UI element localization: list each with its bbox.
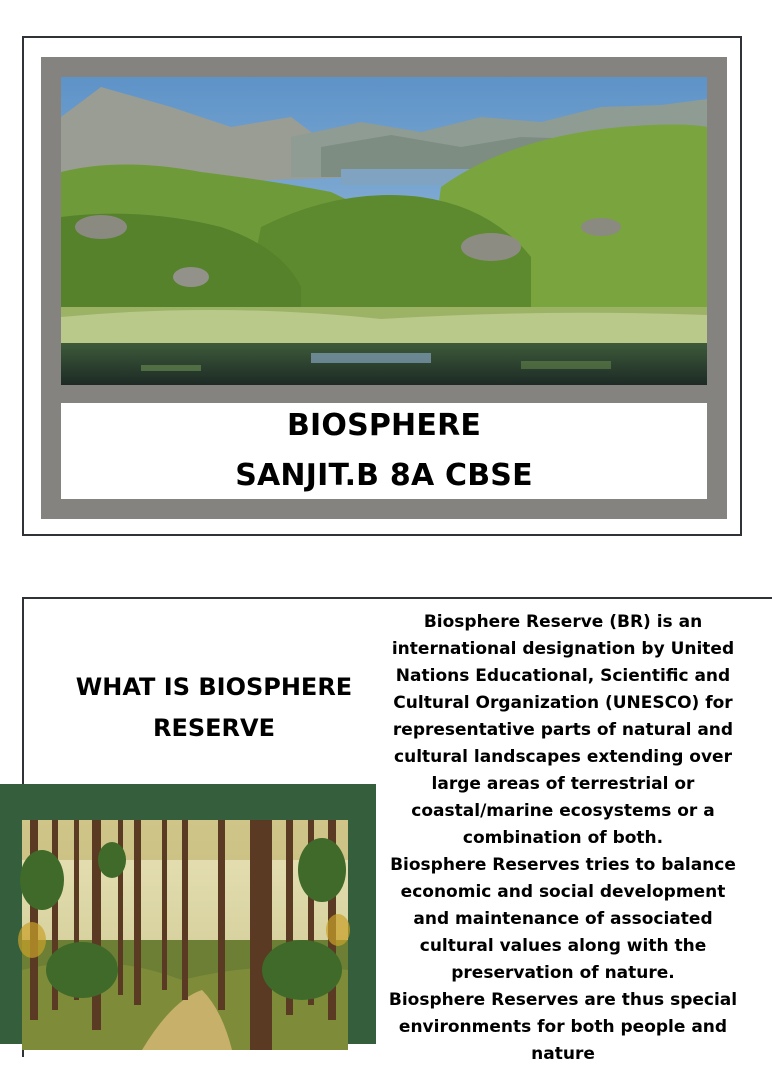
body-paragraph: Biosphere Reserves are thus special environments for both people and nature (388, 990, 738, 1064)
cover-title-box (61, 403, 707, 499)
section-body (380, 609, 746, 1068)
body-paragraph: Biosphere Reserve (BR) is an international designation by United Nations Educational, Scientific and Cultural Organization (UNESCO) for representative parts of natural and cultural landscapes extending over large areas of terrestrial or coastal/marine ecosystems or a combination of both. (391, 612, 735, 848)
cover-subtitle: SANJIT.B 8A CBSE (235, 458, 533, 493)
cover-slide (22, 36, 742, 536)
cover-frame (41, 57, 727, 519)
section-heading: WHAT IS BIOSPHERE RESERVE (75, 673, 353, 742)
cover-title: BIOSPHERE (286, 408, 482, 443)
landscape-illustration (61, 77, 707, 385)
forest-photo (22, 820, 348, 1050)
forest-photo-frame (0, 784, 376, 1044)
mountain-lake-photo (61, 77, 707, 385)
body-paragraph: Biosphere Reserves tries to balance economic and social development and maintenance of associated cultural values along with the preservation of nature. (390, 855, 736, 983)
forest-illustration (22, 820, 348, 1050)
